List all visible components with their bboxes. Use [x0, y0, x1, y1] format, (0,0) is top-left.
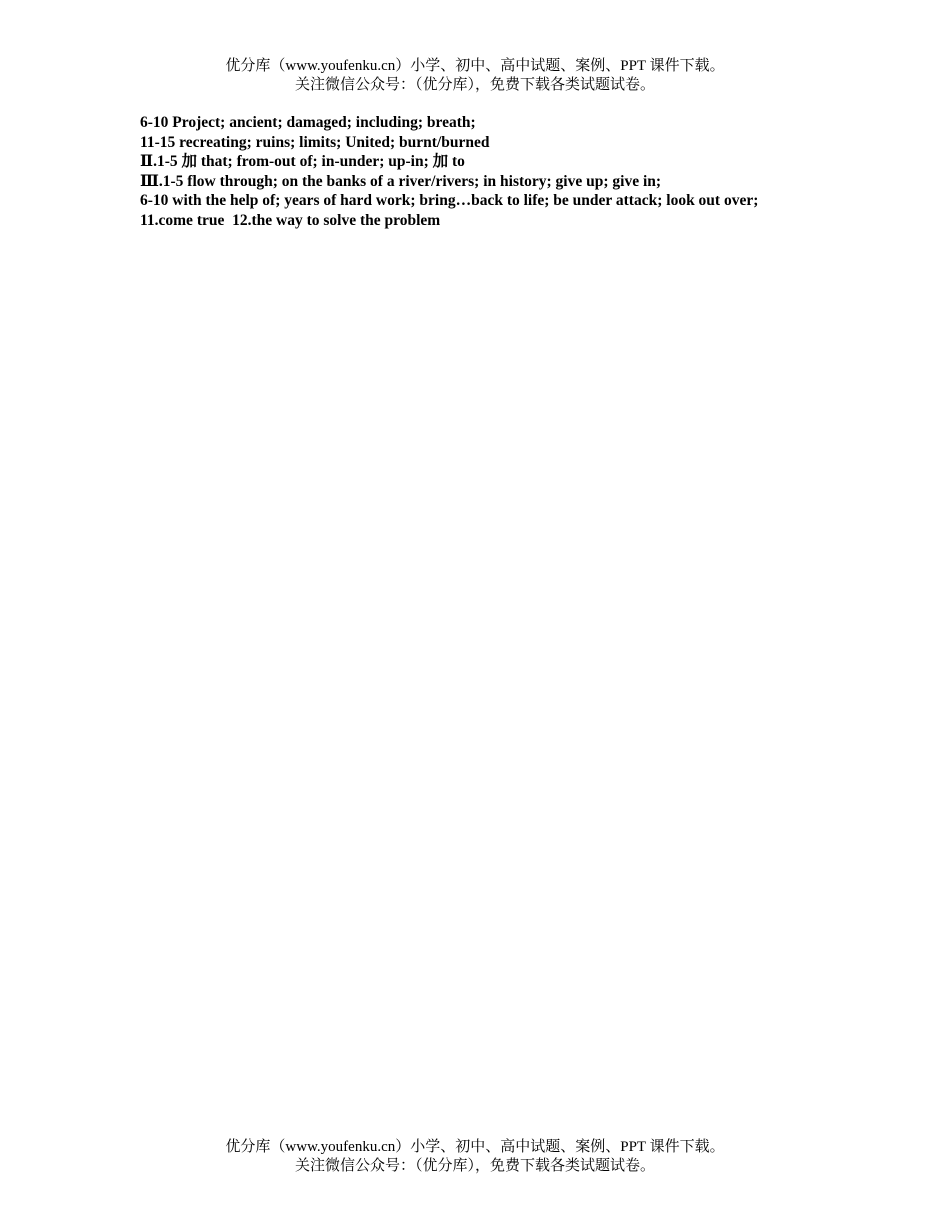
answer-row-6: 11.come true 12.the way to solve the problem [140, 211, 441, 229]
answer-row-5: 6-10 with the help of; years of hard work; bring…back to life; be under attack; look out over; [140, 192, 759, 210]
answer-row-1: 6-10 Project; ancient; damaged; including; breath; [140, 114, 476, 131]
answer-row-2: 11-15 recreating; ruins; limits; United; burnt/burned [140, 133, 490, 151]
header-line-2: 关注微信公众号：（优分库），免费下载各类试题试卷。 [294, 77, 655, 93]
answer-row-3: Ⅱ.1-5 加 that; from-out of; in-under; up-in; 加 to [140, 153, 465, 171]
answer-row-4: Ⅲ.1-5 flow through; on the banks of a river/rivers; in history; give up; give in; [140, 172, 662, 190]
page-header [0, 57, 950, 95]
footer-line-2: 关注微信公众号：（优分库），免费下载各类试题试卷。 [294, 1158, 655, 1174]
footer-line-1: 优分库（www.youfenku.cn）小学、初中、高中试题、案例、PPT 课件下载。 [225, 1139, 725, 1155]
answer-key [140, 113, 920, 231]
header-line-1: 优分库（www.youfenku.cn）小学、初中、高中试题、案例、PPT 课件下载。 [225, 58, 725, 74]
page-footer [0, 1138, 950, 1176]
